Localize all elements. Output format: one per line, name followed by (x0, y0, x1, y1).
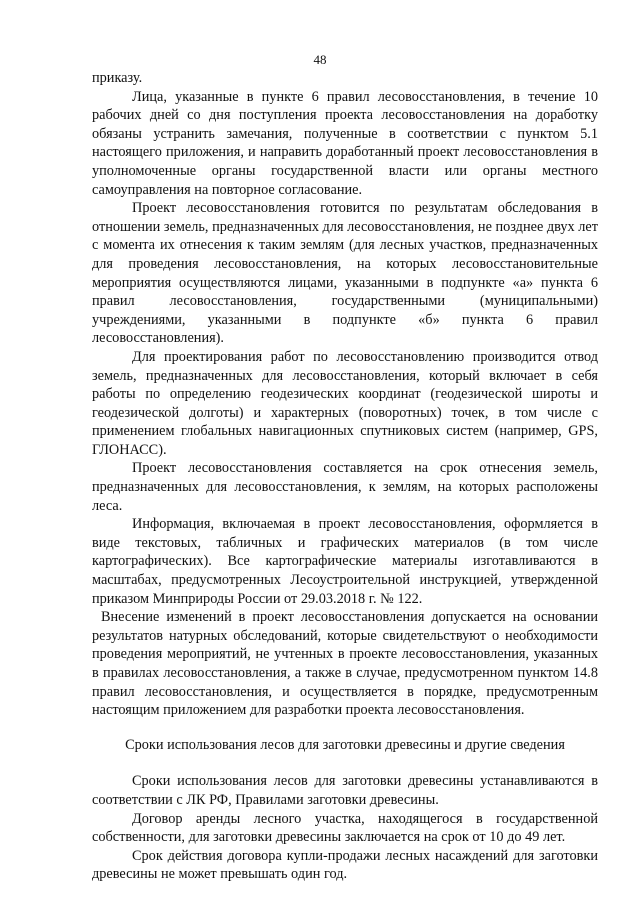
paragraph-project-materials: Информация, включаемая в проект лесовосстановления, оформляется в виде текстовых, табличных и графических материалов (в том числе картографических). Все картографические материалы изготавливаются в масштабах, предусмотренных Лесоустроительной инструкцией, утвержденной приказом Минприроды России от 29.03.2018 г. № 122. (92, 516, 598, 607)
paragraph-revision-deadline: Лица, указанные в пункте 6 правил лесовосстановления, в течение 10 рабочих дней со дня поступления проекта лесовосстановления на доработку обязаны устранить замечания, полученные в соответствии с пунктом 5.1 настоящего приложения, и направить доработанный проект лесовосстановления в уполномоченные органы государственной власти или органы местного самоуправления на повторное согласование. (92, 88, 598, 198)
page-number: 48 (313, 52, 327, 67)
paragraph-land-allotment: Для проектирования работ по лесовосстановлению производится отвод земель, предназначенных для лесовосстановления, который включает в себя работы по определению геодезических координат (геодезической широты и геодезической долготы) и характерных (поворотных) точек, в том числе с применением глобальных навигационных спутниковых систем (например, GPS, ГЛОНАСС). (92, 348, 598, 458)
paragraph-project-changes: Внесение изменений в проект лесовосстановления допускается на основании результатов натурных обследований, которые свидетельствуют о необходимости проведения мероприятий, не учтенных в проекте лесовосстановления, указанных в правилах лесовосстановления, а также в случае, предусмотренном пунктом 14.8 правил лесовосстановления, и осуществляется в порядке, предусмотренным настоящим приложением для разработки проекта лесовосстановления. (92, 609, 598, 719)
paragraph-project-term: Проект лесовосстановления составляется на срок отнесения земель, предназначенных для лесовосстановления, к землям, на которых расположены леса. (92, 460, 598, 514)
paragraph-project-preparation: Проект лесовосстановления готовится по результатам обследования в отношении земель, предназначенных для лесовосстановления, не позднее двух лет с момента их отнесения к таким землям (для лесных участков, предназначенных для проведения лесовосстановления, на которых лесовосстановительные мероприятия осуществляются лицами, указанными в подпункте «а» пункта 6 правил лесовосстановления, государственными (муниципальными) учреждениями, указанными в подпункте «б» пункта 6 правил лесовосстановления). (92, 200, 599, 347)
document-body (92, 69, 598, 884)
paragraph-usage-terms: Сроки использования лесов для заготовки древесины устанавливаются в соответствии с ЛК РФ, Правилами заготовки древесины. (92, 773, 598, 808)
paragraph-sale-contract-term: Срок действия договора купли-продажи лесных насаждений для заготовки древесины не может превышать один год. (92, 847, 598, 883)
section-heading: Сроки использования лесов для заготовки древесины и другие сведения (125, 736, 565, 753)
paragraph-lease-term: Договор аренды лесного участка, находящегося в государственной собственности, для заготовки древесины заключается на срок от 10 до 49 лет. (92, 810, 598, 846)
paragraph-continuation: приказу. (92, 70, 143, 86)
